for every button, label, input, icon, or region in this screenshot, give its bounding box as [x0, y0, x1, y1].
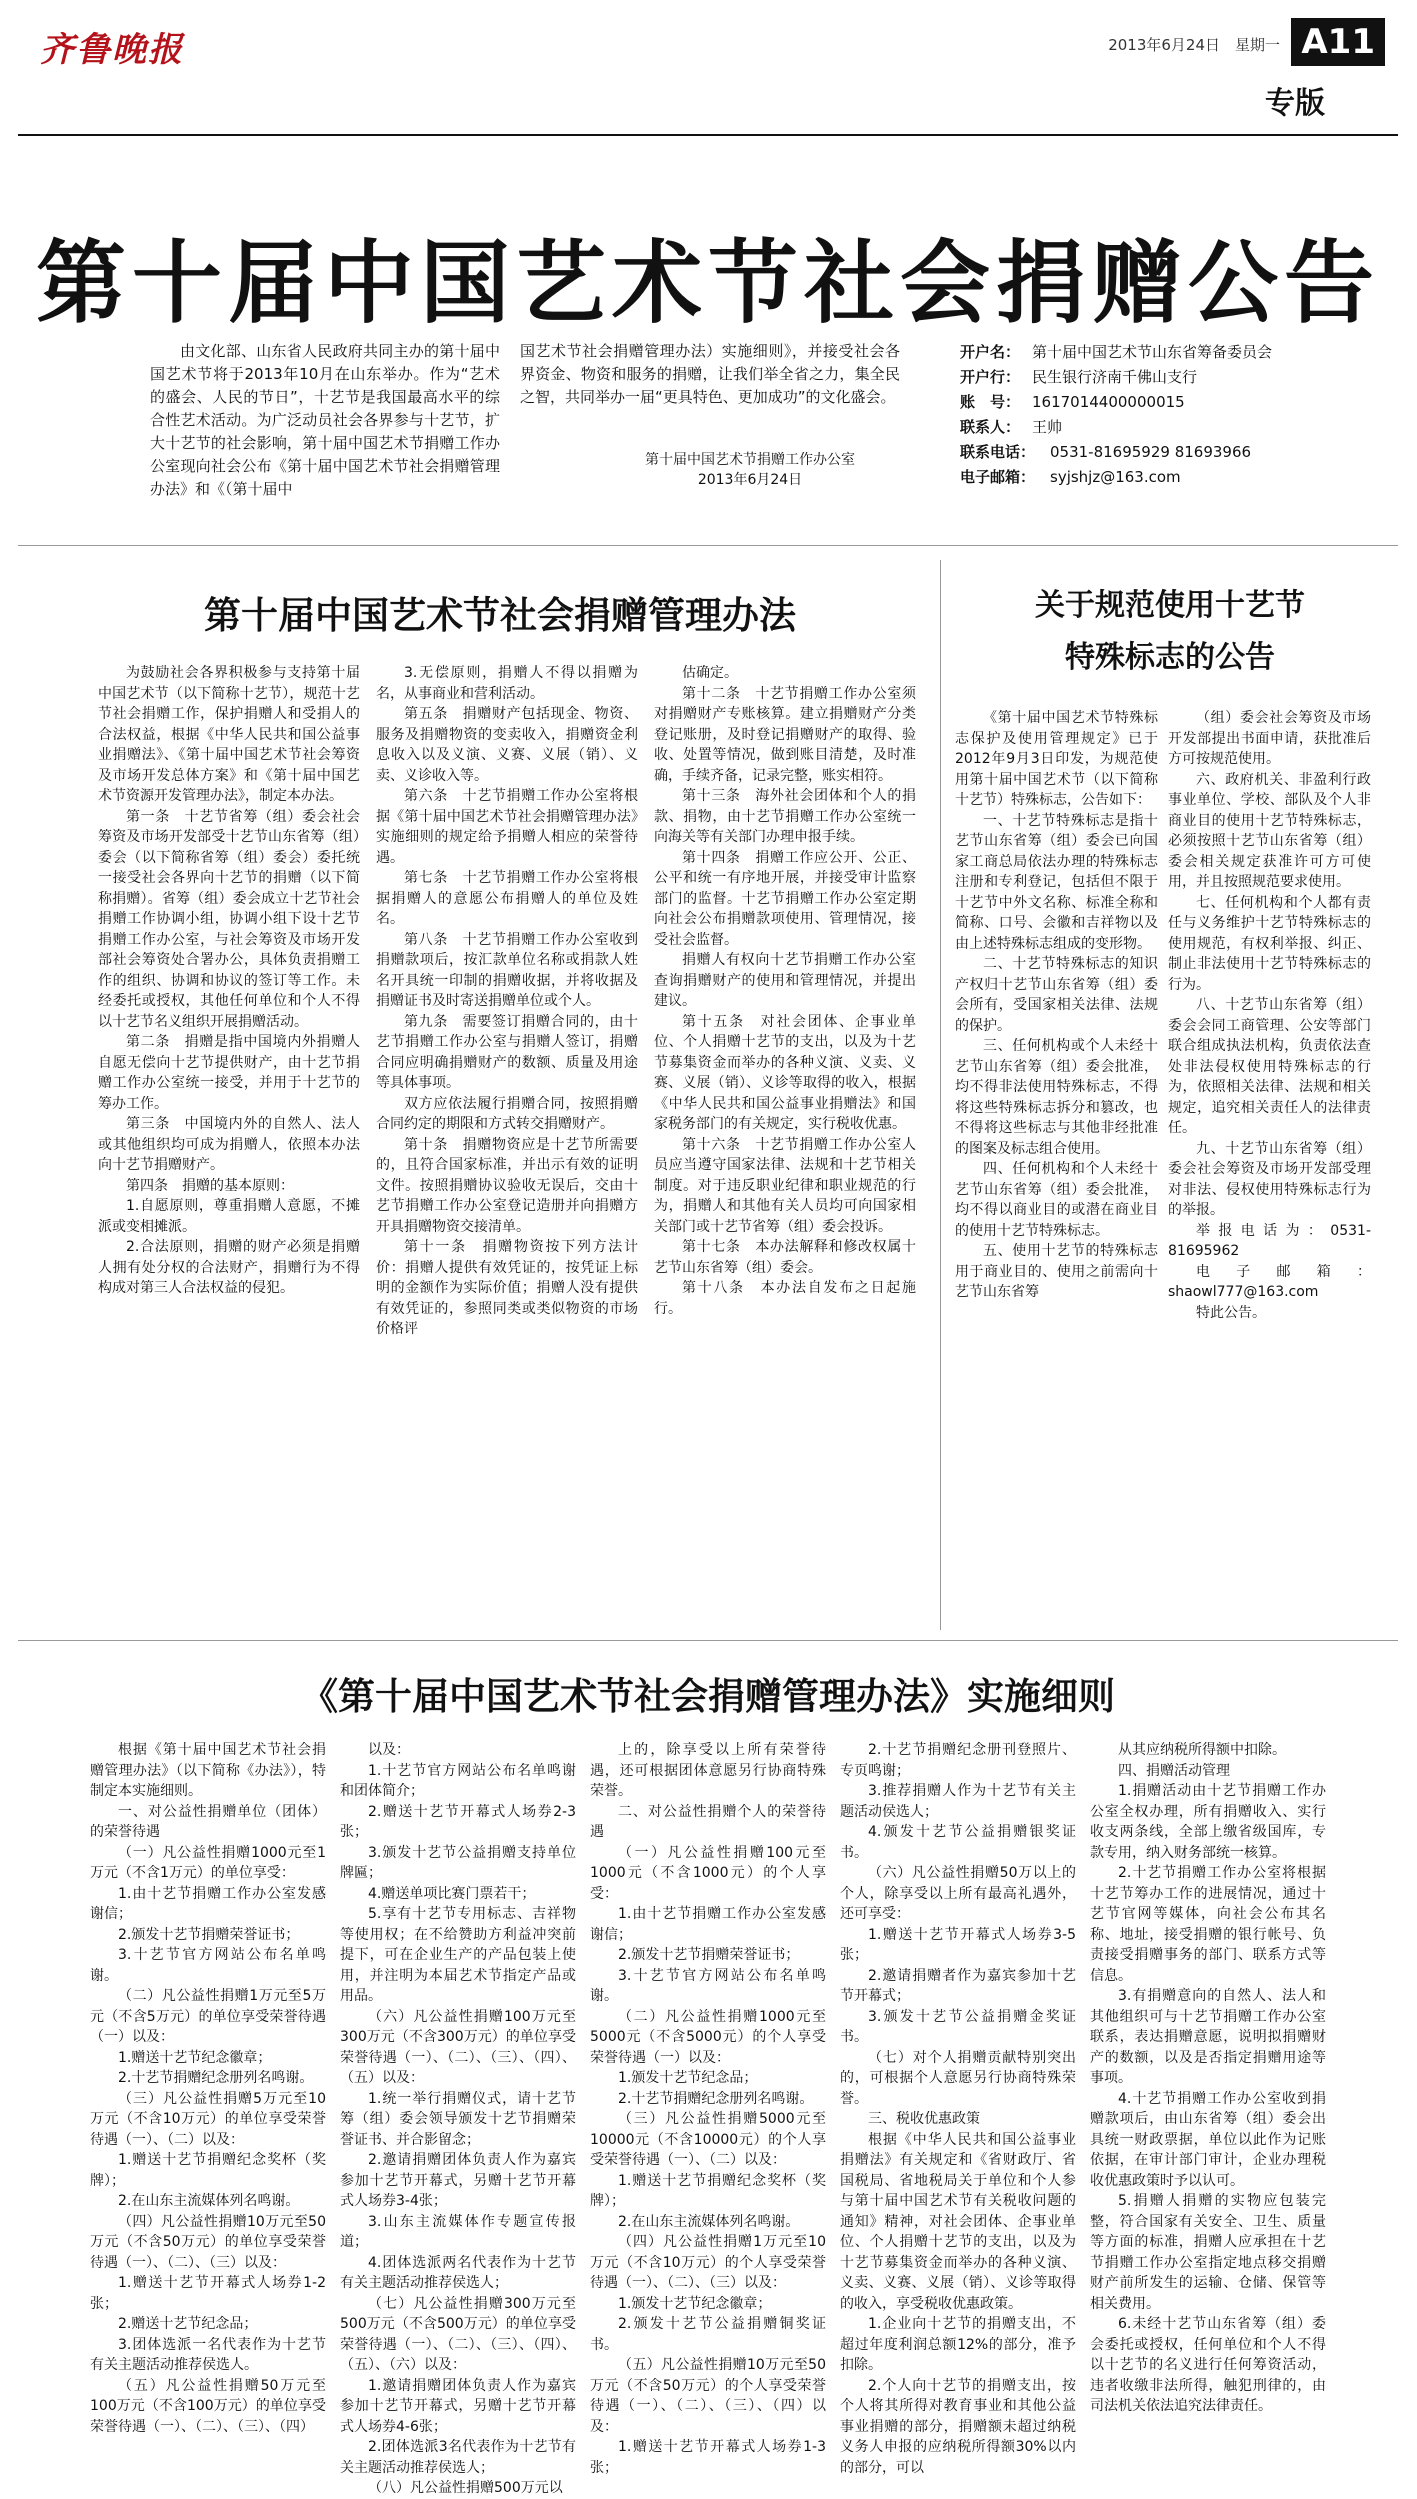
paragraph: 第十七条 本办法解释和修改权属十艺节山东省筹（组）委会。 [654, 1239, 916, 1276]
paragraph: 九、十艺节山东省筹（组）委会社会筹资及市场开发部受理对非法、侵权使用特殊标志行为的举报。 [1168, 1140, 1371, 1218]
paragraph: 1.颁发十艺节纪念徽章； [618, 2295, 772, 2312]
masthead [40, 12, 1385, 122]
paragraph: 第七条 十艺节捐赠工作办公室将根据捐赠人的意愿公布捐赠人的单位及姓名。 [376, 870, 638, 927]
paragraph: 1.自愿原则，尊重捐赠人意愿，不摊派或变相摊派。 [98, 1198, 360, 1235]
paragraph: （五）凡公益性捐赠10万元至50万元（不含50万元）的个人享受荣誉待遇（一）、（二）、（三）、（四）以及： [590, 2357, 826, 2435]
paragraph: 三、任何机构或个人未经十艺节山东省筹（组）委会批准，均不得非法使用特殊标志，不得将这些特殊标志拆分和篡改，也不得将这些标志与其他非经批准的图案及标志组合使用。 [955, 1038, 1158, 1157]
paragraph: 第三条 中国境内外的自然人、法人或其他组织均可成为捐赠人，依照本办法向十艺节捐赠财产。 [98, 1116, 360, 1173]
paragraph: 第十八条 本办法自发布之日起施行。 [654, 1280, 916, 1317]
bank-row [960, 340, 1370, 365]
paragraph: 七、任何机构和个人都有责任与义务维护十艺节特殊标志的使用规范，有权利举报、纠正、制止非法使用十艺节特殊标志的行为。 [1168, 894, 1371, 993]
paragraph: 第八条 十艺节捐赠工作办公室收到捐赠款项后，按汇款单位名称或捐款人姓名开具统一印制的捐赠收据，并将收据及捐赠证书及时寄送捐赠单位或个人。 [376, 931, 638, 1009]
paragraph: 2.赠送十艺节纪念品； [118, 2316, 258, 2332]
section-label: 专版 [1265, 86, 1325, 121]
rules-column-1 [90, 1740, 326, 2437]
bank-label: 开户行： [960, 368, 1021, 386]
paragraph: 第四条 捐赠的基本原则： [126, 1177, 294, 1194]
paragraph: 双方应依法履行捐赠合同，按照捐赠合同约定的期限和方式转交捐赠财产。 [376, 1095, 638, 1132]
measures-column-3 [654, 663, 916, 1319]
rules-column-3 [590, 1740, 826, 2478]
notice-signoff [600, 450, 900, 490]
report-email: 电子邮箱：shaowl777@163.com [1168, 1263, 1371, 1300]
paragraph: （六）凡公益性捐赠100万元至300万元（不含300万元）的单位享受荣誉待遇（一）、（二）、（三）、（四）、（五）以及： [340, 2008, 576, 2086]
paragraph: 为鼓励社会各界积极参与支持第十届中国艺术节（以下简称十艺节），规范十艺节社会捐赠工作，保护捐赠人和受捐人的合法权益，根据《中华人民共和国公益事业捐赠法》、《第十届中国艺术节社会筹资及市场开发总体方案》和《第十届中国艺术节资源开发管理办法》，制定本办法。 [98, 665, 360, 804]
paragraph: 2.合法原则，捐赠的财产必须是捐赠人拥有处分权的合法财产，捐赠行为不得构成对第三人合法权益的侵犯。 [98, 1239, 360, 1296]
paragraph: 从其应纳税所得额中扣除。 [1118, 1742, 1286, 1758]
paragraph: （一）凡公益性捐赠1000元至1万元（不含1万元）的单位享受： [90, 1844, 326, 1881]
paragraph: （一）凡公益性捐赠100元至1000元（不含1000元）的个人享受： [590, 1844, 826, 1902]
measures-title: 第十届中国艺术节社会捐赠管理办法 [204, 594, 796, 637]
paragraph: 3.推荐捐赠人作为十艺节有关主题活动侯选人； [840, 1783, 1076, 1820]
bank-row [960, 415, 1370, 440]
paragraph: 2.在山东主流媒体列名鸣谢。 [618, 2213, 800, 2230]
bank-value: 1617014400000015 [1032, 393, 1185, 411]
column-divider [940, 560, 941, 1630]
paragraph: 第十三条 海外社会团体和个人的捐款、捐物，由十艺节捐赠工作办公室统一向海关等有关部门办理申报手续。 [654, 788, 916, 845]
paragraph: 1.十艺节官方网站公布名单鸣谢和团体简介； [340, 1762, 576, 1799]
paragraph: 2.十艺节捐赠纪念册列名鸣谢。 [618, 2090, 814, 2107]
bank-label: 联系电话： [960, 443, 1036, 461]
paragraph: 根据《中华人民共和国公益事业捐赠法》有关规定和《省财政厅、省国税局、省地税局关于单位和个人参与第十届中国艺术节有关税收问题的通知》精神，对社会团体、企事业单位、个人捐赠十艺节的支出，以及为十艺节募集资金而举办的各种义演、义卖、义赛、义展（销）、义诊等取得的收入，享受税收优惠政策。 [840, 2131, 1076, 2312]
paragraph: 1.赠送十艺节开幕式人场券3-5张； [840, 1926, 1076, 1963]
divider [18, 545, 1398, 546]
logo-notice-column-1 [955, 708, 1158, 1303]
paragraph: 3.无偿原则，捐赠人不得以捐赠为名，从事商业和营利活动。 [376, 665, 638, 702]
paragraph: （二）凡公益性捐赠1000元至5000元（不含5000元）的个人享受荣誉待遇（一）以及： [590, 2008, 826, 2066]
paragraph: 1.赠送十艺节纪念徽章； [118, 2049, 272, 2066]
logo-notice-column-2 [1168, 708, 1371, 1323]
paragraph: （四）凡公益性捐赠1万元至10万元（不含10万元）的个人享受荣誉待遇（一）、（二）、（三）以及： [590, 2234, 826, 2291]
paragraph: 第十四条 捐赠工作应公开、公正、公平和统一有序地开展，并接受审计监察部门的监督。十艺节捐赠工作办公室定期向社会公布捐赠款项使用、管理情况，接受社会监督。 [654, 849, 916, 948]
rules-title: 《第十届中国艺术节社会捐赠管理办法》实施细则 [301, 1675, 1115, 1718]
paragraph: 六、政府机关、非盈利行政事业单位、学校、部队及个人非商业目的使用十艺节特殊标志，必须按照十艺节山东省筹（组）委会相关规定获准许可方可使用，并且按照规范要求使用。 [1168, 771, 1371, 890]
rules-column-2 [340, 1740, 576, 2499]
paragraph: （五）凡公益性捐赠50万元至100万元（不含100万元）的单位享受荣誉待遇（一）、（二）、（三）、（四） [90, 2377, 326, 2435]
paragraph: 2.颁发十艺节捐赠荣誉证书； [618, 1947, 800, 1963]
paragraph: 1.由十艺节捐赠工作办公室发感谢信； [90, 1885, 326, 1922]
paragraph: （七）对个人捐赠贡献特别突出的，可根据个人意愿另行协商特殊荣誉。 [840, 2049, 1076, 2107]
bank-row [960, 365, 1370, 390]
paragraph: 二、十艺节特殊标志的知识产权归十艺节山东省筹（组）委会所有，受国家相关法律、法规的保护。 [955, 956, 1158, 1034]
paragraph: 3.十艺节官方网站公布名单鸣谢。 [90, 1947, 326, 1984]
paragraph: 2.十艺节捐赠纪念册列名鸣谢。 [118, 2070, 314, 2086]
paragraph: 四、捐赠活动管理 [1118, 1762, 1230, 1779]
paragraph: 第十六条 十艺节捐赠工作办公室人员应当遵守国家法律、法规和十艺节相关制度。对于违反职业纪律和职业规范的行为，捐赠人和其他有关人员均可向国家相关部门或十艺节省筹（组）委会投诉。 [654, 1136, 916, 1235]
bank-label: 联系人： [960, 418, 1021, 436]
paragraph: （三）凡公益性捐赠5000元至10000元（不含10000元）的个人享受荣誉待遇（一）、（二）以及： [590, 2111, 826, 2168]
paragraph: 2.邀请捐赠者作为嘉宾参加十艺节开幕式； [840, 1967, 1076, 2004]
paragraph: 捐赠人有权向十艺节捐赠工作办公室查询捐赠财产的使用和管理情况，并提出建议。 [654, 952, 916, 1009]
paragraph: 第二条 捐赠是指中国境内外捐赠人自愿无偿向十艺节提供财产，由十艺节捐赠工作办公室统一接受，并用于十艺节的筹办工作。 [98, 1034, 360, 1112]
bank-value: syjshjz@163.com [1050, 468, 1181, 486]
signoff-org: 第十届中国艺术节捐赠工作办公室 [645, 452, 855, 468]
paragraph: 2.个人向十艺节的捐赠支出，按个人将其所得对教育事业和其他公益事业捐赠的部分，捐赠额未超过纳税义务人申报的应纳税所得额30%以内的部分，可以 [840, 2377, 1076, 2476]
report-phone: 举报电话为：0531-81695962 [1168, 1222, 1371, 1259]
paragraph: 6.未经十艺节山东省筹（组）委会委托或授权，任何单位和个人不得以十艺节的名义进行任何筹资活动，违者收缴非法所得，触犯刑律的，由司法机关依法追究法律责任。 [1090, 2316, 1326, 2414]
paragraph: 第六条 十艺节捐赠工作办公室将根据《第十届中国艺术节社会捐赠管理办法》实施细则的规定给予捐赠人相应的荣誉待遇。 [376, 788, 638, 866]
bank-label: 账 号： [960, 393, 1021, 411]
bank-value: 民生银行济南千佛山支行 [1032, 368, 1198, 386]
logo-notice-title-line-1: 关于规范使用十艺节 [1035, 588, 1305, 623]
paragraph: 根据《第十届中国艺术节社会捐赠管理办法》（以下简称《办法》），特制定本实施细则。 [90, 1742, 326, 1799]
signoff-date: 2013年6月24日 [697, 472, 803, 488]
paragraph: 1.由十艺节捐赠工作办公室发感谢信； [590, 1906, 826, 1943]
page-number: A11 [1291, 18, 1385, 66]
paragraph: 三、税收优惠政策 [868, 2111, 980, 2127]
paragraph: 二、对公益性捐赠个人的荣誉待遇 [590, 1803, 826, 1840]
paragraph: 1.赠送十艺节开幕式人场券1-2张； [90, 2275, 326, 2312]
bank-row [960, 390, 1370, 415]
page-title: 第十届中国艺术节社会捐赠公告 [36, 231, 1380, 336]
paragraph: 3.十艺节官方网站公布名单鸣谢。 [590, 1967, 826, 2004]
paragraph: 5.享有十艺节专用标志、吉祥物等使用权；在不给赞助方利益冲突前提下，可在企业生产的产品包装上使用，并注明为本届艺术节指定产品或用品。 [340, 1906, 576, 2004]
rules-column-5 [1090, 1740, 1326, 2417]
closing: 特此公告。 [1196, 1304, 1266, 1321]
measures-column-2 [376, 663, 638, 1340]
paragraph: 3.颁发十艺节公益捐赠金奖证书。 [840, 2008, 1076, 2045]
paragraph: 第十五条 对社会团体、企事业单位、个人捐赠十艺节的支出，以及为十艺节募集资金而举办的各种义演、义卖、义赛、义展（销）、义诊等取得的收入，根据《中华人民共和国公益事业捐赠法》和国家税务部门的有关规定，实行税收优惠。 [654, 1013, 916, 1132]
paragraph: 2.十艺节捐赠工作办公室将根据十艺节筹办工作的进展情况，通过十艺节官网等媒体，向社会公布其名称、地址，接受捐赠的银行帐号、负责接受捐赠事务的部门、联系方式等信息。 [1090, 1865, 1326, 1984]
bank-value: 王帅 [1032, 418, 1063, 436]
paragraph: 以及： [368, 1742, 410, 1758]
measures-column-1 [98, 663, 360, 1299]
logo-notice-title [950, 580, 1390, 684]
paragraph: 第十条 捐赠物资应是十艺节所需要的，且符合国家标准，并出示有效的证明文件。按照捐赠协议验收无误后，交由十艺节捐赠工作办公室登记造册并向捐赠方开具捐赠物资交接清单。 [376, 1136, 638, 1235]
paragraph: 1.赠送十艺节捐赠纪念奖杯（奖牌）； [590, 2172, 826, 2209]
paragraph: 1.捐赠活动由十艺节捐赠工作办公室全权办理，所有捐赠收入、实行收支两条线，全部上缴省级国库，专款专用，纳入财务部统一核算。 [1090, 1783, 1326, 1861]
paragraph: 3.颁发十艺节公益捐赠支持单位牌匾； [340, 1844, 576, 1881]
rules-column-4 [840, 1740, 1076, 2478]
bank-row [960, 440, 1370, 465]
paragraph: 5.捐赠人捐赠的实物应包装完整，符合国家有关安全、卫生、质量等方面的标准，捐赠人应承担在十艺节捐赠工作办公室指定地点移交捐赠财产前所发生的运输、仓储、保管等相关费用。 [1090, 2193, 1326, 2312]
bank-label: 电子邮箱： [960, 468, 1036, 486]
paragraph: 第五条 捐赠财产包括现金、物资、服务及捐赠物资的变卖收入，捐赠资金利息收入以及义演、义赛、义展（销）、义卖、义诊收入等。 [376, 706, 638, 784]
paragraph: 第一条 十艺节省筹（组）委会社会筹资及市场开发部受十艺节山东省筹（组）委会（以下简称省筹（组）委会）委托统一接受社会各界向十艺节的捐赠（以下简称捐赠）。省筹（组）委会成立十艺节社会捐赠工作协调小组，协调小组下设十艺节捐赠工作办公室，与社会筹资及市场开发部社会筹资处合署办公，具体负责捐赠工作的组织、协调和协议的签订等工作。未经委托或授权，其他任何单位和个人不得以十艺节名义组织开展捐赠活动。 [98, 808, 360, 1030]
notice-intro-right: 国艺术节社会捐赠管理办法）实施细则》，并接受社会各界资金、物资和服务的捐赠，让我们举全省之力，集全民之智，共同举办一届“更具特色、更加成功”的文化盛会。 [520, 342, 900, 406]
paragraph: 4.团体选派两名代表作为十艺节有关主题活动推荐侯选人； [340, 2254, 576, 2291]
paragraph: 五、使用十艺节的特殊标志用于商业目的、使用之前需向十艺节山东省筹 [955, 1243, 1158, 1300]
paragraph: （四）凡公益性捐赠10万元至50万元（不含50万元）的单位享受荣誉待遇（一）、（二）、（三）以及： [90, 2213, 326, 2271]
paragraph: 4.赠送单项比赛门票若干； [368, 1885, 536, 1902]
masthead-rule [18, 134, 1398, 136]
paragraph: 2.颁发十艺节公益捐赠铜奖证书。 [590, 2316, 826, 2353]
newspaper-logo: 齐鲁晚报 [40, 30, 184, 70]
paragraph: 4.颁发十艺节公益捐赠银奖证书。 [840, 1824, 1076, 1861]
divider [18, 1640, 1398, 1641]
paragraph: 1.赠送十艺节捐赠纪念奖杯（奖牌）； [90, 2152, 326, 2189]
paragraph: 2.颁发十艺节捐赠荣誉证书； [118, 1926, 300, 1943]
bank-label: 开户名： [960, 343, 1021, 361]
paragraph: （七）凡公益性捐赠300万元至500万元（不含500万元）的单位享受荣誉待遇（一）、（二）、（三）、（四）、（五）、（六）以及： [340, 2295, 576, 2373]
paragraph: 2.十艺节捐赠纪念册刊登照片、专页鸣谢； [840, 1742, 1076, 1779]
paragraph: 《第十届中国艺术节特殊标志保护及使用管理规定》已于2012年9月3日印发，为规范使用第十届中国艺术节（以下简称十艺节）特殊标志，公告如下： [955, 710, 1158, 808]
paragraph: （二）凡公益性捐赠1万元至5万元（不含5万元）的单位享受荣誉待遇（一）以及： [90, 1988, 326, 2045]
paragraph: 2.在山东主流媒体列名鸣谢。 [118, 2193, 300, 2209]
logo-notice-title-line-2: 特殊标志的公告 [1065, 640, 1275, 675]
paragraph: （八）凡公益性捐赠500万元以 [368, 2480, 563, 2496]
paragraph: 1.颁发十艺节纪念品； [618, 2070, 758, 2086]
paragraph: （六）凡公益性捐赠50万以上的个人，除享受以上所有最高礼遇外，还可享受： [840, 1865, 1076, 1922]
paragraph: 第九条 需要签订捐赠合同的，由十艺节捐赠工作办公室与捐赠人签订，捐赠合同应明确捐赠财产的数额、质量及用途等具体事项。 [376, 1013, 638, 1091]
issue-date: 2013年6月24日 星期一 [1108, 36, 1280, 54]
paragraph: 四、任何机构和个人未经十艺节山东省筹（组）委会批准，均不得以商业目的或潜在商业目的使用十艺节特殊标志。 [955, 1161, 1158, 1239]
paragraph: 3.有捐赠意向的自然人、法人和其他组织可与十艺节捐赠工作办公室联系，表达捐赠意愿，说明拟捐赠财产的数额，以及是否指定捐赠用途等事项。 [1090, 1988, 1326, 2086]
paragraph: 1.统一举行捐赠仪式，请十艺节筹（组）委会领导颁发十艺节捐赠荣誉证书、并合影留念； [340, 2090, 576, 2148]
paragraph: 上的，除享受以上所有荣誉待遇，还可根据团体意愿另行协商特殊荣誉。 [590, 1742, 826, 1799]
paragraph: 估确定。 [682, 665, 738, 681]
paragraph: 一、十艺节特殊标志是指十艺节山东省筹（组）委会已向国家工商总局依法办理的特殊标志注册和专利登记，包括但不限于十艺节中外文名称、标准全称和简称、口号、会徽和吉祥物以及由上述特殊标志组成的变形物。 [955, 812, 1158, 952]
paragraph: 1.企业向十艺节的捐赠支出，不超过年度利润总额12%的部分，准予扣除。 [840, 2316, 1076, 2373]
bank-value: 0531-81695929 81693966 [1050, 443, 1252, 461]
paragraph: 一、对公益性捐赠单位（团体）的荣誉待遇 [90, 1803, 326, 1840]
paragraph: 第十一条 捐赠物资按下列方法计价：捐赠人提供有效凭证的，按凭证上标明的金额作为实际价值；捐赠人没有提供有效凭证的，参照同类或类似物资的市场价格评 [376, 1239, 638, 1337]
paragraph: 4.十艺节捐赠工作办公室收到捐赠款项后，由山东省筹（组）委会出具统一财政票据，单位以此作为记账依据，在审计部门审计，企业办理税收优惠政策时予以认可。 [1090, 2090, 1326, 2189]
paragraph: 1.邀请捐赠团体负责人作为嘉宾参加十艺节开幕式，另赠十艺节开幕式人场券4-6张； [340, 2377, 576, 2435]
bank-row [960, 465, 1370, 490]
paragraph: 八、十艺节山东省筹（组）委会会同工商管理、公安等部门联合组成执法机构，负责依法查处非法侵权使用特殊标志的行为，依照相关法律、法规和相关规定，追究相关责任人的法律责任。 [1168, 997, 1371, 1136]
bank-info [960, 340, 1370, 490]
paragraph: 第十二条 十艺节捐赠工作办公室须对捐赠财产专账核算。建立捐赠财产分类登记账册，及时登记捐赠财产的取得、验收、处置等情况，做到账目清楚，及时准确，手续齐备，记录完整，账实相符。 [654, 685, 916, 784]
paragraph: （三）凡公益性捐赠5万元至10万元（不含10万元）的单位享受荣誉待遇（一）、（二）以及： [90, 2090, 326, 2148]
paragraph: 3.团体选派一名代表作为十艺节有关主题活动推荐侯选人。 [90, 2336, 326, 2373]
paragraph: 2.团体选派3名代表作为十艺节有关主题活动推荐侯选人； [340, 2439, 576, 2476]
bank-value: 第十届中国艺术节山东省筹备委员会 [1032, 343, 1273, 361]
paragraph: 2.邀请捐赠团体负责人作为嘉宾参加十艺节开幕式，另赠十艺节开幕式人场券3-4张； [340, 2152, 576, 2209]
paragraph: 3.山东主流媒体作专题宣传报道； [340, 2213, 576, 2250]
notice-intro-left: 由文化部、山东省人民政府共同主办的第十届中国艺术节将于2013年10月在山东举办。作为“艺术的盛会、人民的节日”，十艺节是我国最高水平的综合性艺术活动。为广泛动员社会各界参与十艺节，扩大十艺节的社会影响，第十届中国艺术节捐赠工作办公室现向社会公布《第十届中国艺术节社会捐赠管理办法》和《（第十届中 [150, 342, 500, 498]
paragraph: 1.赠送十艺节开幕式人场券1-3张； [590, 2439, 826, 2476]
paragraph: （组）委会社会筹资及市场开发部提出书面申请，获批准后方可按规范使用。 [1168, 710, 1371, 767]
paragraph: 2.赠送十艺节开幕式人场券2-3张； [340, 1803, 576, 1840]
